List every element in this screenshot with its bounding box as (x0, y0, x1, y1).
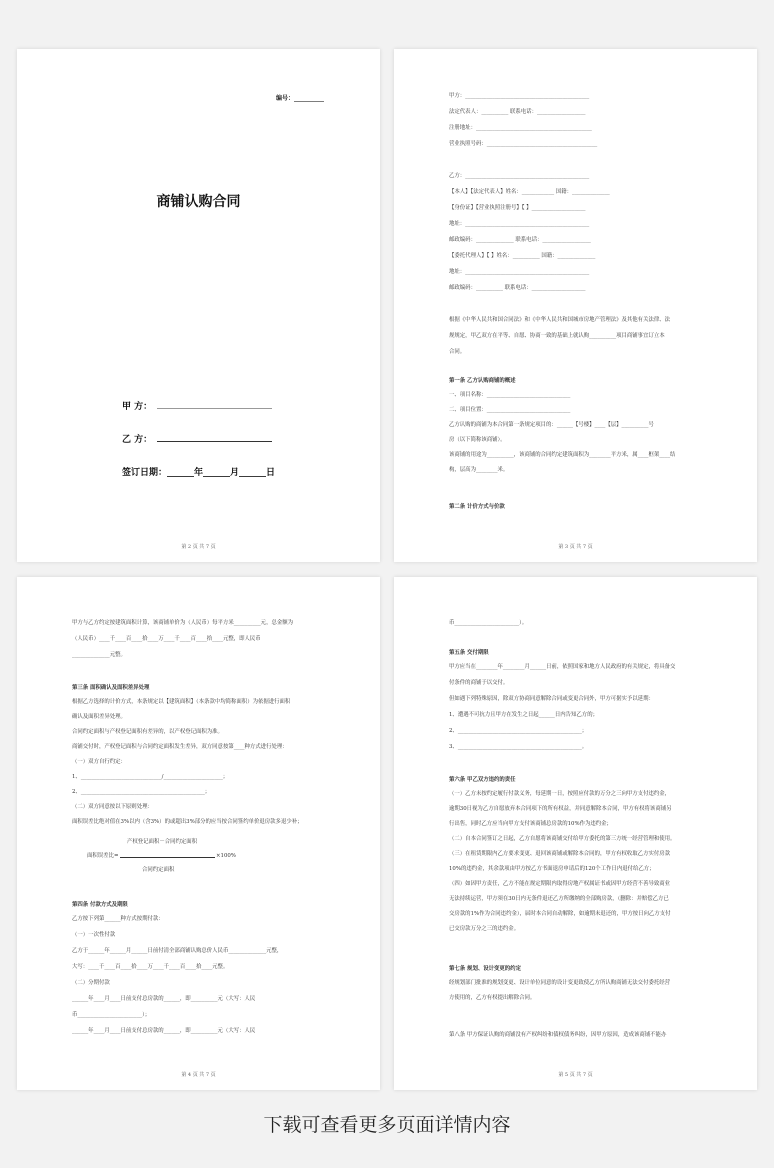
text-line: ______年____月____日前支付总房款的______，即__________元（大写：人民 (72, 1028, 256, 1034)
text-line: 根据《中华人民共和国合同法》和《中华人民共和国城市房地产管理法》及其他有关法律、法 (449, 317, 671, 323)
text-line: （二）分期付款 (72, 980, 110, 986)
text-line: （一）双方自行约定： (72, 759, 126, 765)
text-line: 【身份证】【营业执照注册号】【 】____________________ (449, 205, 586, 211)
text-line: 注册地址：___________________________________________ (449, 125, 592, 131)
page-footer: 第 2 页 共 7 页 (181, 544, 216, 550)
text-line: 地址：______________________________________________ (449, 269, 590, 275)
text-line: （人民币）____千____百____拾____万____千____百____拾____元整，即人民币 (72, 636, 261, 642)
contract-title: 商铺认购合同 (156, 194, 241, 210)
page-cover (17, 49, 380, 562)
party-a-label: 甲 方： (122, 402, 153, 412)
text-line: （三）在租赁期限内乙方要求变更、退回该商铺或解除本合同的，甲方有权收取乙方实付房款 (449, 851, 671, 857)
section-title: 第一条 乙方认购商铺的概述 (449, 378, 516, 384)
text-line: 邮政编码：__________ 联系电话：____________________ (449, 285, 586, 291)
formula-label: 面积误差比= (87, 853, 119, 859)
text-line: 付条件的商铺于以交付。 (449, 680, 509, 686)
text-line: 根据乙方选择的计价方式，本条规定以【建筑面积】（本条款中均简称面积）为依据进行面积 (72, 699, 291, 705)
text-line: 二、项目位置：_______________________________ (449, 407, 571, 413)
section-title: 第六条 甲乙双方违约的责任 (449, 777, 516, 783)
formula-numerator: 产权登记面积－合同约定面积 (127, 839, 198, 845)
text-line: 1、遭遇不可抗力且甲方在发生之日起______日内告知乙方的； (449, 712, 598, 718)
party-a-line (157, 408, 272, 409)
text-line: ______年____月____日前支付总房款的______，即__________元（大写：人民 (72, 996, 256, 1002)
text-line: 该商铺的用途为__________，该商铺的合同约定建筑面积为________平方米，属____框架____结 (449, 452, 676, 458)
text-line: 面积误差比绝对值在3%以内（含3%）的或超出3%部分的应当按合同签约单价退房款多退少补； (72, 819, 303, 825)
text-line: 法定代表人：__________ 联系电话：__________________ (449, 109, 586, 115)
section-title: 第四条 付款方式及期限 (72, 902, 128, 908)
section-title: 第二条 计价方式与价款 (449, 504, 505, 510)
text-line: 10%的违约金，其余款项由甲方按乙方书面退房申请后的120个工作日内退付给乙方； (449, 866, 655, 872)
text-line: 逾期30日视为乙方自愿放弃本合同项下的所有权益，并同意解除本合同，甲方有权将该商铺另 (449, 806, 672, 812)
text-line: （一）一次性付款 (72, 932, 116, 938)
text-line: （一）乙方未按约定履行付款义务，每延期一日，按照应付款的万分之三向甲方支付违约金， (449, 791, 671, 797)
text-line: 【委托代理人】【 】姓名：__________ 国籍：______________ (449, 253, 596, 259)
page-footer: 第 4 页 共 7 页 (181, 1072, 216, 1078)
text-line: 商铺交付时，产权登记面积与合同约定面积发生差异，双方同意按第____种方式进行处理： (72, 744, 288, 750)
text-line: 【本人】【法定代表人】姓名：____________ 国籍：______________ (449, 189, 610, 195)
text-line: 大写：____千____百____拾____万____千____百____拾____元整。 (72, 964, 229, 970)
text-line: 3、______________________________________________。 (449, 744, 588, 750)
text-line: 方使用的，乙方有权提出解除合同。 (449, 995, 536, 1001)
page-4 (17, 577, 380, 1090)
text-line: 行出售，同时乙方应当向甲方支付该商铺总房款的10%作为违约金； (449, 821, 612, 827)
download-caption: 下载可查看更多页面详情内容 (263, 1114, 511, 1136)
section-title: 第七条 规划、设计变更的约定 (449, 966, 521, 972)
text-line: 币________________________）； (72, 1012, 151, 1018)
text-line: 合同。 (449, 349, 466, 355)
text-line: 营业执照号码：_________________________________________ (449, 141, 598, 147)
party-b-line (157, 441, 272, 442)
text-line: （四）如因甲方责任，乙方不能在规定期限内取得房地产权属证书或因甲方经营不善导致商业 (449, 881, 671, 887)
text-line: 无法持续运营，甲方须在30日内无条件退还乙方所缴纳的全部购房款，（删除：并赔偿乙方已 (449, 896, 669, 902)
text-line: 地址：______________________________________________ (449, 221, 590, 227)
text-line: 已交房款万分之三的违约金。 (449, 926, 520, 932)
text-line: 1、______________________________/______________________； (72, 774, 229, 780)
text-line: 乙方于______年______月______日前付清全部商铺认购总价人民币______________元整， (72, 948, 283, 954)
text-line: 乙方按下列第______种方式按期付款： (72, 916, 164, 922)
text-line: （二）自本合同签订之日起，乙方自愿将该商铺交付给甲方委托的第三方统一经营管理和使用。 (449, 836, 676, 842)
text-line: 但如遇下列特殊原因，除双方协商同意解除合同或变更合同外，甲方可据实予以延期： (449, 696, 654, 702)
party-b-label: 乙 方： (122, 435, 153, 445)
formula-suffix: ×100% (216, 853, 236, 859)
page-5 (394, 577, 757, 1090)
text-line: 合同约定面积与产权登记面积有差异的，以产权登记面积为准。 (72, 729, 223, 735)
section-eight-line: 第八条 甲方保证认购的商铺没有产权纠纷和债权债务纠纷，因甲方原因，造成该商铺不能办 (449, 1032, 667, 1038)
text-line: 构，层高为________米。 (449, 467, 509, 473)
text-line: 一、项目名称：_______________________________ (449, 392, 571, 398)
page-3 (394, 49, 757, 562)
page-footer: 第 3 页 共 7 页 (558, 544, 593, 550)
section-title: 第五条 交付期限 (449, 650, 489, 656)
text-line: 邮政编码：______________ 联系电话：__________________ (449, 237, 591, 243)
text-line: ______________元整。 (72, 652, 126, 658)
text-line: 交房款的1%作为合同违约金），届时本合同自动解除，如逾期未退还的，甲方按日向乙方支付 (449, 911, 671, 917)
text-line: 币________________________）。 (449, 620, 528, 626)
formula-fraction-bar (120, 857, 215, 858)
text-line: 经规划部门批准的规划变更、设计单位同意的设计变更致使乙方所认购商铺无法交付委托经营 (449, 980, 671, 986)
text-line: 甲方应当在________年________月______日前，依照国家和地方人民政府的有关规定，将具备交 (449, 664, 676, 670)
text-line: （二）双方同意按以下原则处理： (72, 804, 153, 810)
text-line: 规规定，甲乙双方在平等、自愿、协商一致的基础上就认购__________项目商铺事宜订立本 (449, 333, 665, 339)
text-line: 2、______________________________________________； (449, 728, 588, 734)
page-footer: 第 5 页 共 7 页 (558, 1072, 593, 1078)
text-line: 2、______________________________________________； (72, 789, 211, 795)
text-line: 确认及面积差异处理。 (72, 714, 126, 720)
contract-number: 编号：__________ (275, 95, 324, 102)
formula-denominator: 合同约定面积 (142, 867, 175, 873)
text-line: 乙方认购的商铺为本合同第一条规定项目的：______【号楼】____【层】__________号 (449, 422, 654, 428)
section-title: 第三条 面积确认及面积差异处理 (72, 685, 150, 691)
text-line: 乙方：______________________________________________ (449, 173, 590, 179)
text-line: 甲方与乙方约定按建筑面积计算，该商铺单价为（人民币）每平方米__________元，总金额为 (72, 620, 294, 626)
sign-date: 签订日期：______年______月______日 (122, 468, 276, 478)
text-line: 甲方：______________________________________________ (449, 93, 590, 99)
text-line: 房（以下简称该商铺）。 (449, 437, 506, 443)
